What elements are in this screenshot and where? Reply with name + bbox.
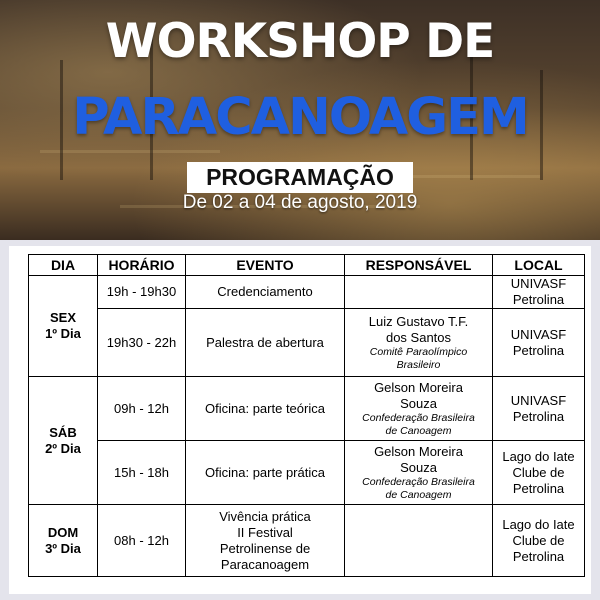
location-line: Petrolina [512, 292, 565, 307]
responsible-cell [345, 505, 493, 577]
event-cell [186, 276, 345, 309]
title-line-2: PARACANOAGEM [72, 88, 528, 147]
table-row [29, 377, 585, 441]
responsible-institution: Confederação Brasileira [362, 411, 475, 424]
responsible-institution: de Canoagem [385, 488, 452, 501]
event-cell [186, 505, 345, 577]
column-header-location: LOCAL [493, 255, 585, 276]
responsible-name: Souza [400, 459, 437, 475]
location-line: Clube de [512, 464, 565, 480]
event-line: Oficina: parte teórica [205, 400, 325, 416]
location-cell [493, 309, 585, 377]
location-cell [493, 505, 585, 577]
responsible-institution: Confederação Brasileira [362, 475, 475, 488]
location-line: UNIVASF [510, 276, 567, 291]
title-line-1: WORKSHOP DE [105, 14, 495, 69]
day-number: 2º Dia [45, 440, 81, 456]
event-line: Petrolinense de [219, 540, 311, 556]
event-cell [186, 441, 345, 505]
column-header-event: EVENTO [186, 255, 345, 276]
location-line: Petrolina [512, 480, 565, 496]
responsible-cell [345, 276, 493, 309]
location-line: Petrolina [512, 342, 565, 358]
location-cell [493, 441, 585, 505]
day-cell [29, 505, 98, 577]
event-dates: De 02 a 04 de agosto, 2019 [182, 192, 418, 213]
day-number: 1º Dia [45, 326, 81, 341]
day-name: DOM [47, 524, 79, 540]
event-line: Palestra de abertura [206, 334, 324, 350]
column-header-time: HORÁRIO [98, 255, 186, 276]
location-line: Petrolina [512, 408, 565, 424]
schedule-table [28, 254, 585, 577]
location-line: Clube de [512, 532, 565, 548]
schedule-panel [9, 246, 591, 594]
event-line: Oficina: parte prática [205, 464, 325, 480]
location-line: Lago do Iate [502, 448, 575, 464]
day-name: SEX [49, 310, 76, 325]
responsible-name: Gelson Moreira [374, 443, 463, 459]
table-row [29, 441, 585, 505]
event-line: Paracanoagem [220, 556, 310, 572]
column-header-day: DIA [29, 255, 98, 276]
responsible-name: dos Santos [385, 329, 452, 345]
responsible-institution: Comitê Paraolímpico [369, 345, 468, 358]
header-banner [0, 0, 600, 240]
event-cell [186, 377, 345, 441]
event-line: II Festival [237, 524, 293, 540]
time-cell: 19h - 19h30 [98, 276, 186, 309]
water-reflection [40, 150, 220, 153]
responsible-institution: Brasileiro [396, 358, 441, 371]
table-header-row [29, 255, 585, 276]
event-line: Vivência prática [219, 508, 311, 524]
table-row [29, 276, 585, 309]
time-cell: 08h - 12h [98, 505, 186, 577]
location-line: UNIVASF [510, 392, 567, 408]
table-row [29, 505, 585, 577]
event-cell [186, 309, 345, 377]
responsible-cell [345, 309, 493, 377]
responsible-name: Souza [400, 395, 437, 411]
responsible-name: Luiz Gustavo T.F. [368, 313, 469, 329]
responsible-institution: de Canoagem [385, 424, 452, 437]
day-name: SÁB [49, 424, 77, 440]
responsible-name: Gelson Moreira [374, 379, 463, 395]
event-line: Credenciamento [217, 284, 313, 299]
responsible-cell [345, 377, 493, 441]
time-cell: 09h - 12h [98, 377, 186, 441]
location-line: Petrolina [512, 548, 565, 564]
time-cell: 19h30 - 22h [98, 309, 186, 377]
table-row [29, 309, 585, 377]
responsible-cell [345, 441, 493, 505]
location-cell [493, 377, 585, 441]
day-cell [29, 276, 98, 377]
day-number: 3º Dia [45, 540, 81, 556]
location-cell [493, 276, 585, 309]
location-line: UNIVASF [510, 326, 567, 342]
time-cell: 15h - 18h [98, 441, 186, 505]
section-label: PROGRAMAÇÃO [187, 162, 413, 193]
location-line: Lago do Iate [502, 516, 575, 532]
column-header-responsible: RESPONSÁVEL [345, 255, 493, 276]
day-cell [29, 377, 98, 505]
